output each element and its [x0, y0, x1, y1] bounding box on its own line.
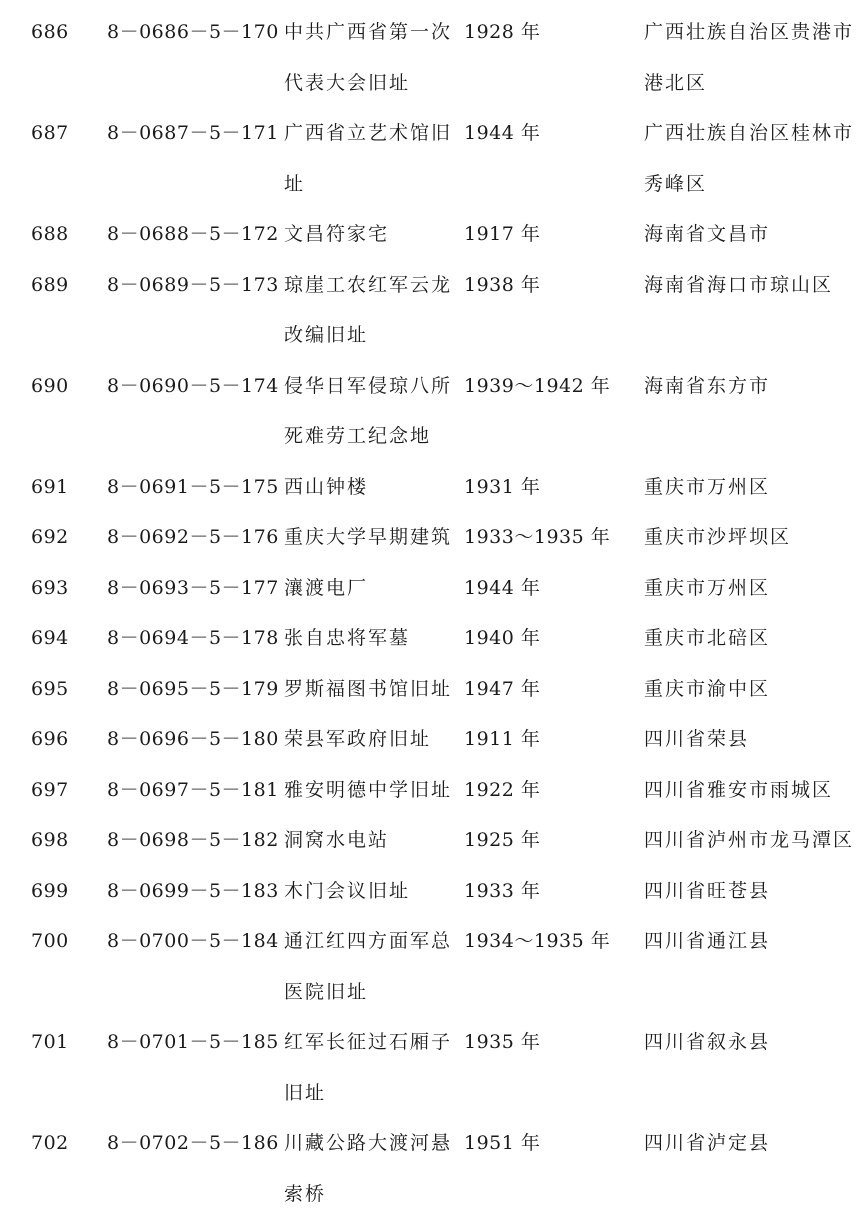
site-code: 8－0690－5－174 [107, 374, 279, 397]
site-date: 1917 年 [464, 223, 541, 245]
table-row [31, 108, 854, 209]
table-row [31, 765, 854, 816]
site-code: 8－0699－5－183 [107, 879, 279, 902]
table-row [31, 209, 854, 260]
site-location: 四川省通江县 [644, 930, 771, 952]
site-name: 红军长征过石厢子旧址 [284, 1031, 453, 1104]
table-row [31, 916, 854, 1017]
table-row [31, 7, 854, 108]
site-date: 1944 年 [464, 122, 541, 144]
table-row [31, 1118, 854, 1219]
site-location: 广西壮族自治区贵港市港北区 [644, 21, 855, 94]
site-location: 海南省海口市琼山区 [644, 273, 834, 296]
table-row [31, 1017, 854, 1118]
site-date: 1935 年 [464, 1031, 541, 1053]
table-row [31, 462, 854, 513]
site-name: 重庆大学早期建筑 [284, 526, 453, 548]
site-name: 中共广西省第一次代表大会旧址 [284, 21, 453, 94]
table-row [31, 361, 854, 462]
site-location: 重庆市渝中区 [644, 677, 771, 700]
site-code: 8－0693－5－177 [107, 576, 279, 599]
serial-number: 687 [31, 122, 69, 144]
site-location: 重庆市万州区 [644, 475, 771, 498]
site-name: 木门会议旧址 [284, 879, 411, 902]
site-code: 8－0686－5－170 [107, 21, 279, 43]
serial-number: 699 [31, 879, 69, 902]
site-code: 8－0688－5－172 [107, 223, 279, 245]
site-code: 8－0692－5－176 [107, 526, 279, 548]
serial-number: 688 [31, 223, 69, 245]
site-name: 张自忠将军墓 [284, 627, 411, 649]
serial-number: 694 [31, 627, 69, 649]
site-code: 8－0695－5－179 [107, 677, 279, 700]
serial-number: 693 [31, 576, 69, 599]
table-row [31, 512, 854, 563]
site-date: 1944 年 [464, 576, 541, 599]
site-name: 瀼渡电厂 [284, 576, 369, 599]
site-code: 8－0696－5－180 [107, 728, 279, 750]
serial-number: 689 [31, 273, 69, 296]
site-code: 8－0698－5－182 [107, 829, 279, 851]
serial-number: 696 [31, 728, 69, 750]
table-row [31, 563, 854, 614]
serial-number: 686 [31, 21, 69, 43]
table-row [31, 714, 854, 765]
site-code: 8－0691－5－175 [107, 475, 279, 498]
serial-number: 690 [31, 374, 69, 397]
serial-number: 700 [31, 930, 69, 952]
serial-number: 692 [31, 526, 69, 548]
site-date: 1933～1935 年 [464, 526, 611, 548]
site-date: 1940 年 [464, 627, 541, 649]
site-code: 8－0700－5－184 [107, 930, 279, 952]
site-code: 8－0687－5－171 [107, 122, 279, 144]
site-name: 川藏公路大渡河悬索桥 [284, 1132, 453, 1205]
site-location: 海南省文昌市 [644, 223, 771, 245]
site-name: 琼崖工农红军云龙改编旧址 [284, 273, 453, 346]
site-location: 广西壮族自治区桂林市秀峰区 [644, 122, 855, 195]
site-name: 侵华日军侵琼八所死难劳工纪念地 [284, 374, 453, 447]
site-name: 通江红四方面军总医院旧址 [284, 930, 453, 1003]
serial-number: 698 [31, 829, 69, 851]
site-location: 四川省雅安市雨城区 [644, 778, 834, 801]
site-code: 8－0702－5－186 [107, 1132, 279, 1154]
site-date: 1911 年 [464, 728, 541, 750]
site-date: 1938 年 [464, 273, 541, 296]
table-row [31, 664, 854, 715]
serial-number: 701 [31, 1031, 69, 1053]
site-name: 洞窝水电站 [284, 829, 390, 851]
site-location: 四川省泸州市龙马潭区 [644, 829, 855, 851]
table-body [31, 7, 854, 1219]
site-date: 1928 年 [464, 21, 541, 43]
site-location: 四川省旺苍县 [644, 879, 771, 902]
site-name: 雅安明德中学旧址 [284, 778, 453, 801]
site-name: 文昌符家宅 [284, 223, 390, 245]
site-name: 广西省立艺术馆旧址 [284, 122, 453, 195]
serial-number: 695 [31, 677, 69, 700]
site-code: 8－0701－5－185 [107, 1031, 279, 1053]
site-date: 1925 年 [464, 829, 541, 851]
site-code: 8－0689－5－173 [107, 273, 279, 296]
site-name: 罗斯福图书馆旧址 [284, 677, 453, 700]
site-location: 四川省叙永县 [644, 1031, 771, 1053]
site-name: 西山钟楼 [284, 475, 369, 498]
table-row [31, 260, 854, 361]
table-row [31, 866, 854, 917]
heritage-site-table [31, 7, 854, 1219]
table-row [31, 815, 854, 866]
serial-number: 697 [31, 778, 69, 801]
serial-number: 691 [31, 475, 69, 498]
site-date: 1939～1942 年 [464, 374, 611, 397]
site-date: 1947 年 [464, 677, 541, 700]
site-date: 1922 年 [464, 778, 541, 801]
site-location: 重庆市北碚区 [644, 627, 771, 649]
site-date: 1951 年 [464, 1132, 541, 1154]
site-date: 1933 年 [464, 879, 541, 902]
site-code: 8－0694－5－178 [107, 627, 279, 649]
serial-number: 702 [31, 1132, 69, 1154]
table-row [31, 613, 854, 664]
site-date: 1934～1935 年 [464, 930, 611, 952]
site-location: 重庆市万州区 [644, 576, 771, 599]
site-location: 重庆市沙坪坝区 [644, 526, 792, 548]
site-location: 四川省泸定县 [644, 1132, 771, 1154]
site-code: 8－0697－5－181 [107, 778, 279, 801]
site-name: 荣县军政府旧址 [284, 728, 432, 750]
site-location: 海南省东方市 [644, 374, 771, 397]
site-date: 1931 年 [464, 475, 541, 498]
site-location: 四川省荣县 [644, 728, 750, 750]
